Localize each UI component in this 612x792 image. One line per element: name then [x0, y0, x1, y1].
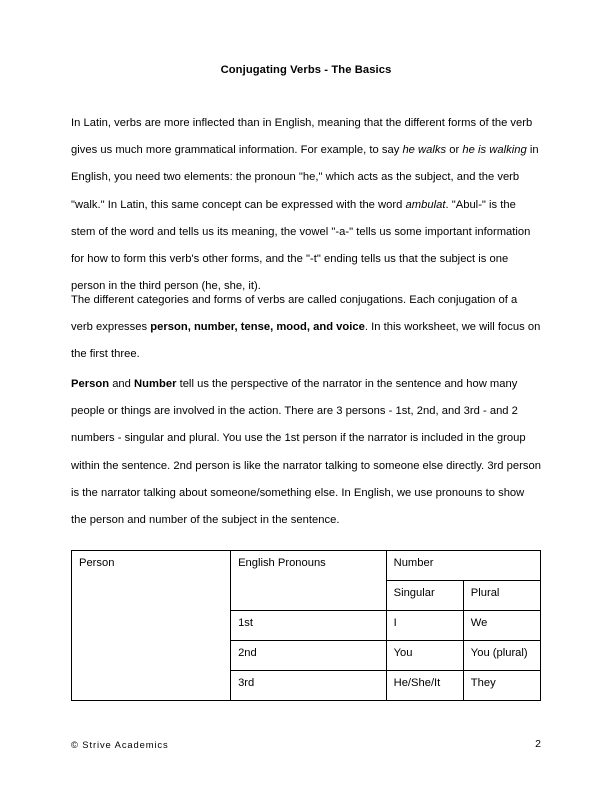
table-header-singular: Singular [386, 581, 463, 611]
footer-copyright: © Strive Academics [71, 739, 169, 750]
emphasis-he-is-walking: he is walking [462, 144, 527, 157]
emphasis-he-walks: he walks [402, 144, 447, 157]
paragraph-person-number-text-2: tell us the perspective of the narrator in the sentence and how many people or things are involved in the action. There are 3 persons - 1st, 2nd, and 3rd - and 2 numbers - singular and plural. You use the 1st person if the narrator is included in the group within the sentence. 2nd person is like the narrator talking to someone else directly. 3rd person is the narrator talking about someone/something else. In English, we use pronouns to show the person and number of the subject in the sentence. [71, 378, 541, 527]
footer-page-number: 2 [535, 738, 541, 750]
table-cell-person-label: Person [72, 551, 231, 701]
paragraph-intro-text-2: or [446, 144, 463, 157]
table-header-number: Number [386, 551, 540, 581]
table-header-english-pronouns: English Pronouns [231, 551, 387, 611]
bold-person: Person [71, 378, 110, 390]
emphasis-ambulat: ambulat [405, 198, 446, 211]
bold-conjugation-categories: person, number, tense, mood, and voice [150, 321, 365, 334]
table-cell-person-1st: 1st [231, 611, 387, 641]
table-cell-singular-3rd: He/She/It [386, 671, 463, 701]
paragraph-person-number [71, 371, 541, 534]
paragraph-person-number-text-1: and [109, 378, 135, 390]
table-cell-singular-1st: I [386, 611, 463, 641]
paragraph-conjugations [71, 287, 541, 369]
paragraph-conjugations-text-1: The different categories and forms of verbs are called conjugations. Each conjugation of a verb expresses [71, 294, 518, 334]
table-cell-person-3rd: 3rd [231, 671, 387, 701]
paragraph-intro-text-1: In Latin, verbs are more inflected than in English, meaning that the different forms of the verb gives us much more grammatical information. For example, to say [71, 117, 533, 157]
table-cell-plural-3rd: They [463, 671, 540, 701]
paragraph-intro-text-3: in English, you need two elements: the pronoun "he," which acts as the subject, and the verb "walk." In Latin, this same concept can be expressed with the word [71, 144, 539, 211]
table-cell-plural-1st: We [463, 611, 540, 641]
bold-number: Number [134, 378, 177, 390]
table-cell-plural-2nd: You (plural) [463, 641, 540, 671]
paragraph-conjugations-text-2: . In this worksheet, we will focus on the first three. [71, 321, 541, 361]
paragraph-intro-text-4: . "Abul-" is the stem of the word and tells us its meaning, the vowel "-a-" tells us some important information for how to form this verb's other forms, and the "-t" ending tells us that the subject is one person in the third person (he, she, it). [71, 198, 531, 293]
pronoun-table [71, 550, 541, 701]
table-row-header-top [72, 551, 541, 581]
table-header-plural: Plural [463, 581, 540, 611]
page-title: Conjugating Verbs - The Basics [220, 64, 392, 76]
table-cell-singular-2nd: You [386, 641, 463, 671]
table-cell-person-2nd: 2nd [231, 641, 387, 671]
paragraph-intro [71, 110, 541, 300]
